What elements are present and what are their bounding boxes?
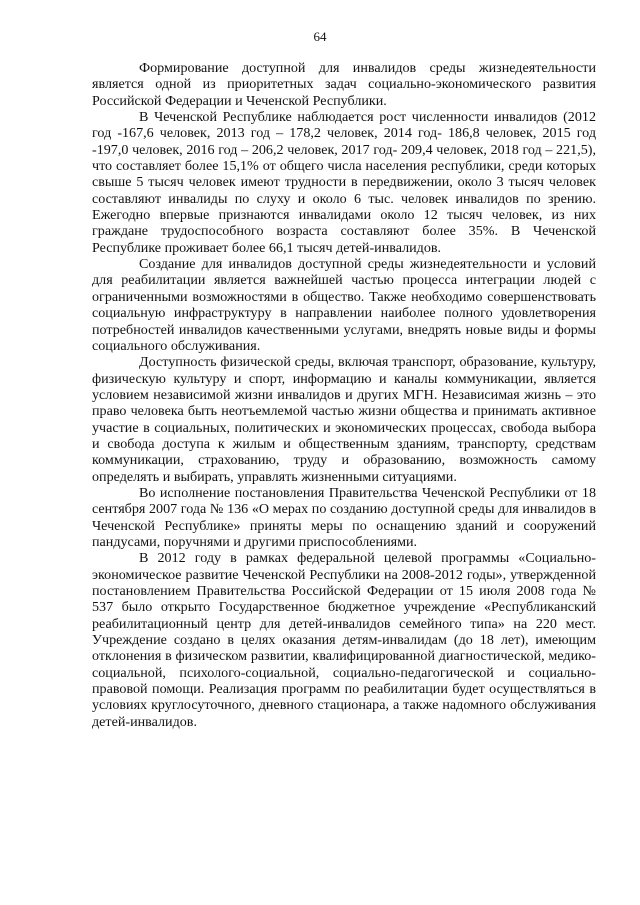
paragraph-disability-statistics: В Чеченской Республике наблюдается рост численности инвалидов (2012 год -167,6 человек, 2013 год – 178,2 человек, 2014 год- 186,8 человек, 2015 год -197,0 человек, 2016 год – 206,2 человек, 2017 год- 209,4 человек, 2018 год – 221,5), что составляет более 15,1% от общего числа населения республики, среди которых свыше 5 тысяч человек имеют трудности в передвижении, около 3 тысяч человек составляют инвалиды по слуху и около 6 тыс. человек инвалидов по зрению. Ежегодно впервые признаются инвалидами около 12 тысяч человек, из них граждане трудоспособного возраста составляют более 35%. В Чеченской Республике проживает более 66,1 тысяч детей-инвалидов. bbox=[92, 109, 596, 256]
paragraph-accessible-environment: Формирование доступной для инвалидов среды жизнедеятельности является одной из приоритетных задач социально-экономического развития Российской Федерации и Чеченской Республики. bbox=[92, 60, 596, 109]
document-body bbox=[92, 60, 596, 730]
paragraph-rehabilitation-center: В 2012 году в рамках федеральной целевой программы «Социально-экономическое развитие Чеченской Республики на 2008-2012 годы», утвержденной постановлением Правительства Российской Федерации от 15 июля 2008 года № 537 было открыто Государственное бюджетное учреждение «Республиканский реабилитационный центр для детей-инвалидов семейного типа» на 220 мест. Учреждение создано в целях оказания детям-инвалидам (до 18 лет), имеющим отклонения в физическом развитии, квалифицированной диагностической, медико-социальной, психолого-социальной, социально-педагогической и социально-правовой помощи. Реализация программ по реабилитации будет осуществляться в условиях круглосуточного, дневного стационара, а также надомного обслуживания детей-инвалидов. bbox=[92, 550, 596, 730]
paragraph-rehabilitation-integration: Создание для инвалидов доступной среды жизнедеятельности и условий для реабилитации является важнейшей частью процесса интеграции людей с ограниченными возможностями в общество. Также необходимо совершенствовать социальную инфраструктуру в направлении наиболее полного удовлетворения потребностей инвалидов качественными услугами, внедрять новые виды и формы социального обслуживания. bbox=[92, 256, 596, 354]
page-number: 64 bbox=[313, 29, 327, 44]
paragraph-government-resolution: Во исполнение постановления Правительства Чеченской Республики от 18 сентября 2007 года № 136 «О мерах по созданию доступной среды для инвалидов в Чеченской Республике» приняты меры по оснащению зданий и сооружений пандусами, поручнями и другими приспособлениями. bbox=[92, 484, 596, 550]
paragraph-physical-accessibility: Доступность физической среды, включая транспорт, образование, культуру, физическую культуру и спорт, информацию и каналы коммуникации, является условием независимой жизни инвалидов и других МГН. Независимая жизнь – это право человека быть неотъемлемой частью жизни общества и принимать активное участие в социальных, политических и экономических процессах, свобода выбора и свобода доступа к жилым и общественным зданиям, транспорту, средствам коммуникации, страхованию, труду и образованию, возможность самому определять и выбирать, управлять жизненными ситуациями. bbox=[92, 354, 596, 485]
